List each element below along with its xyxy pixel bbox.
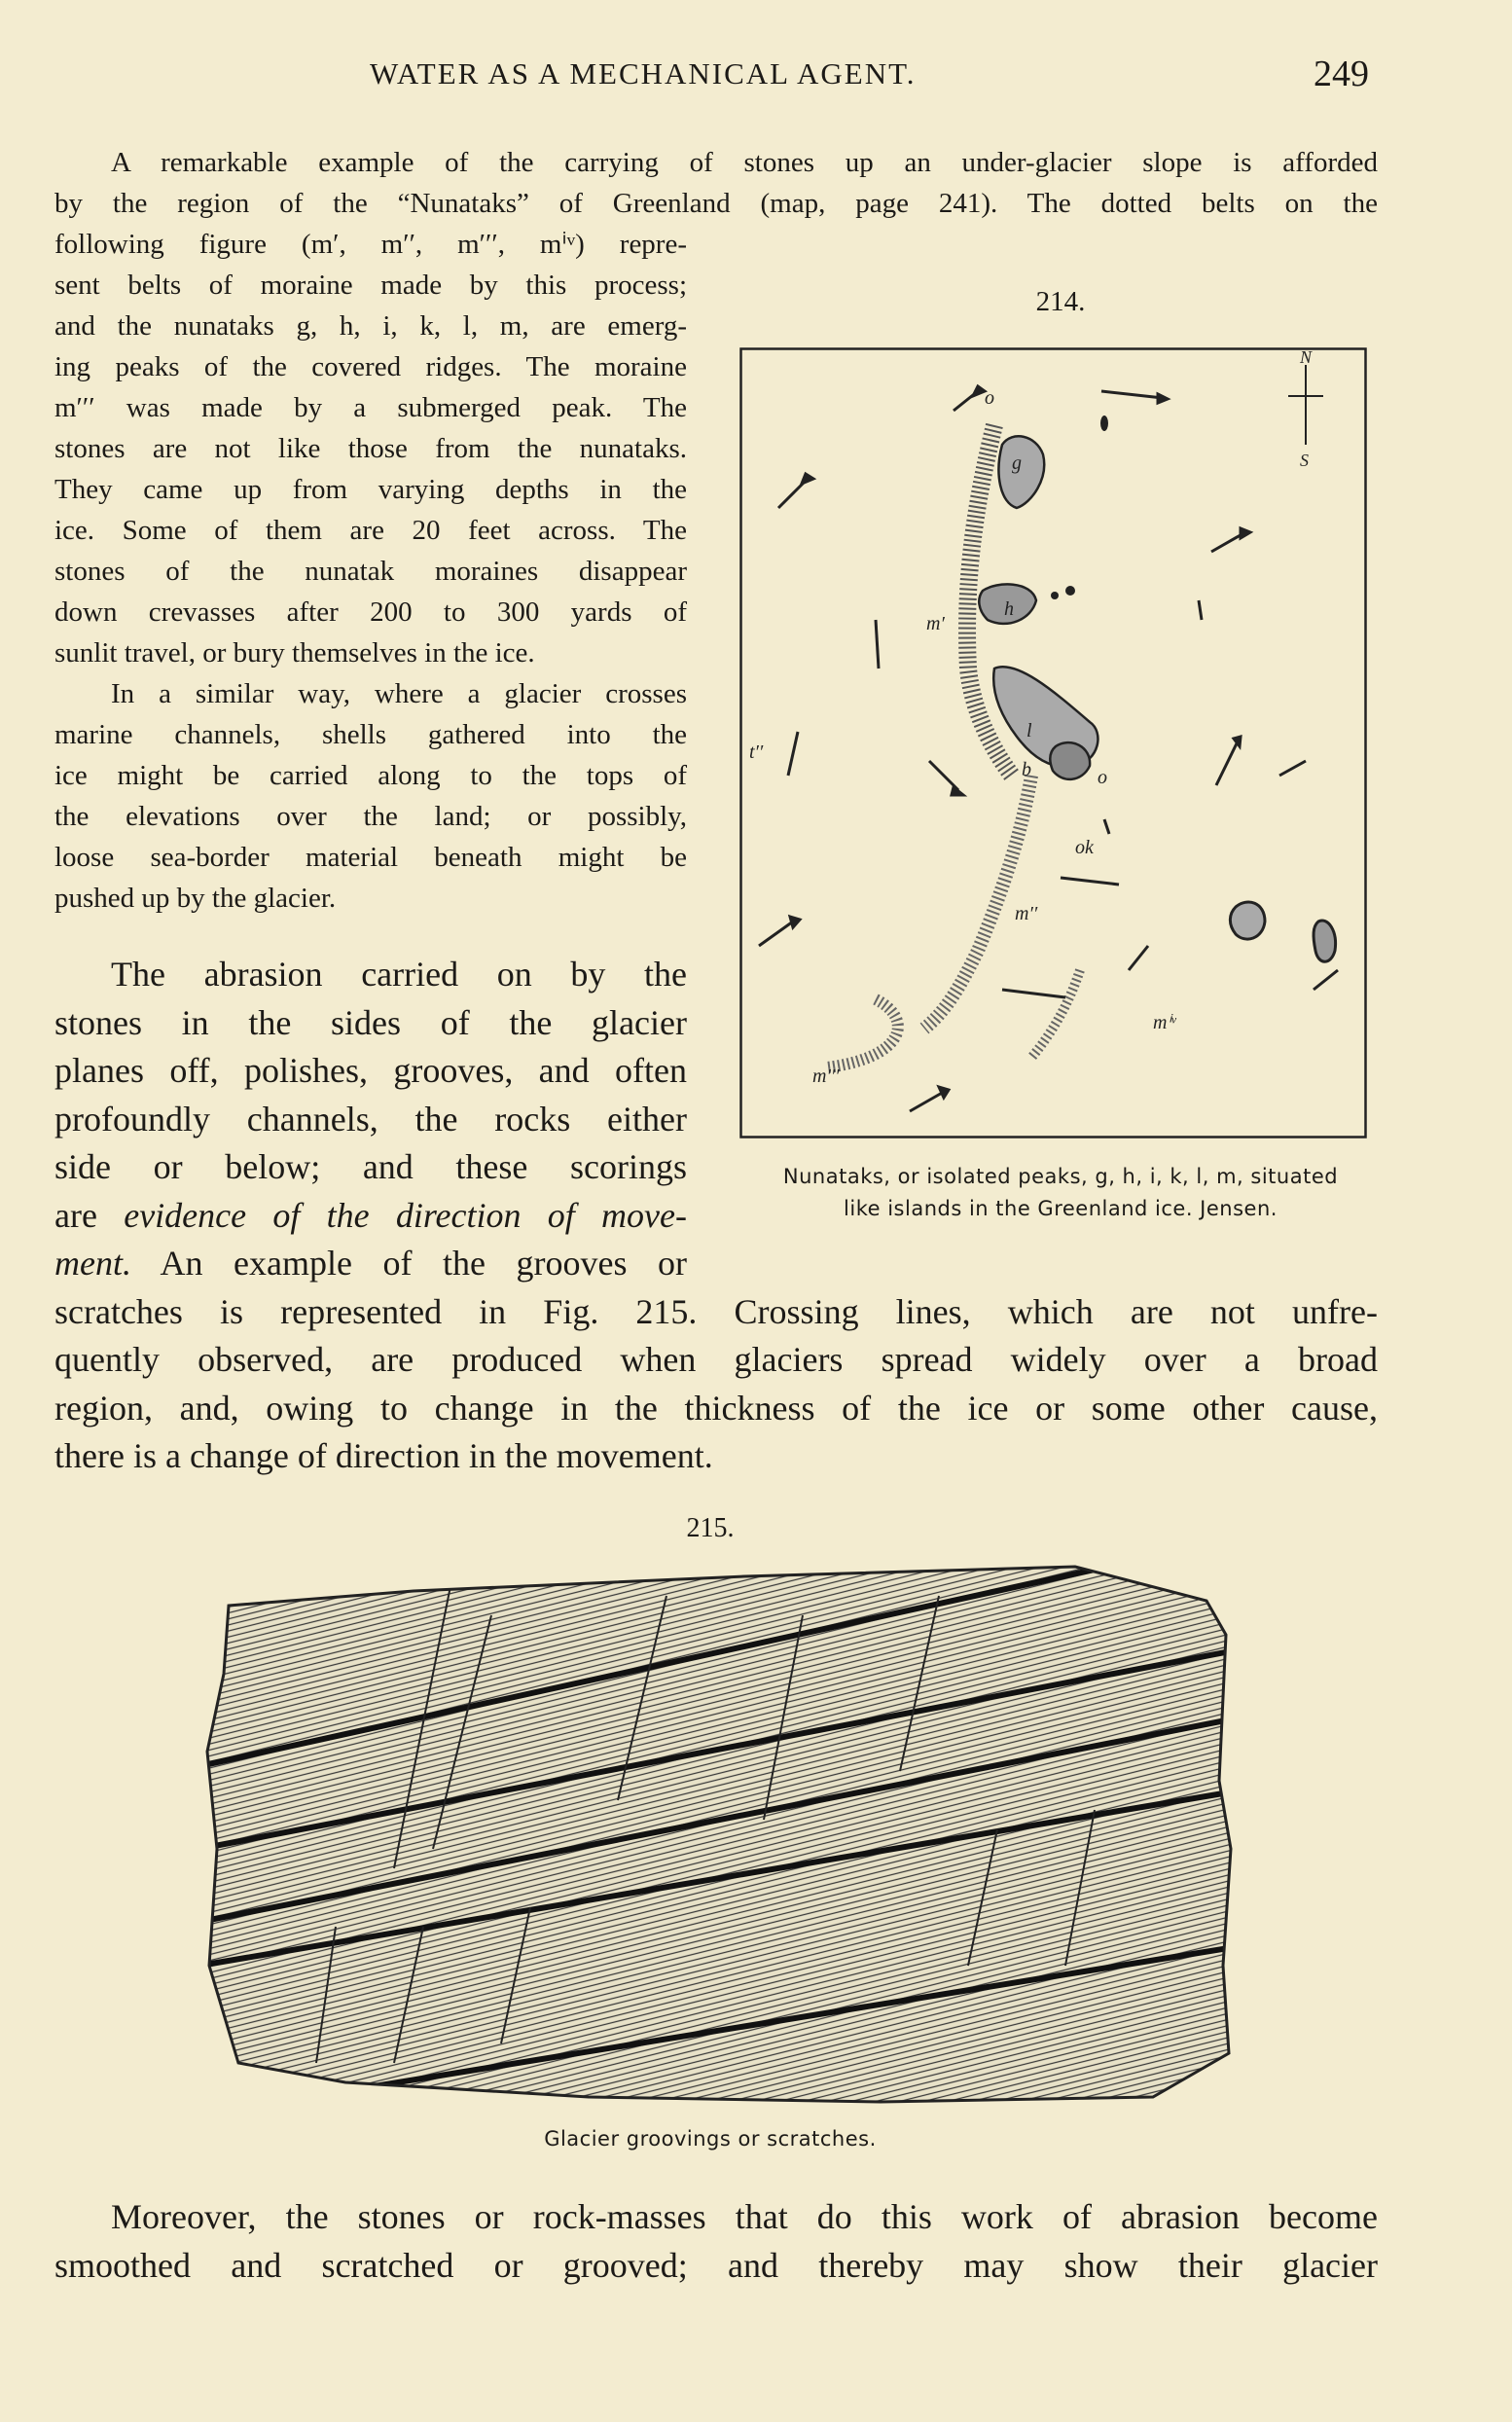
text-line: by the region of the “Nunataks” of Greenland (map, page 241). The dotted belts on the	[54, 188, 1378, 219]
text-line: smoothed and scratched or grooved; and thereby may show their glacier	[54, 2245, 1378, 2285]
nunatak-small	[1100, 416, 1108, 431]
text-line: The abrasion carried on by the	[111, 955, 687, 994]
figure-215-number: 215.	[686, 1513, 735, 1543]
compass-south-label: S	[1300, 451, 1309, 470]
label-b: b	[1022, 759, 1031, 780]
text-line: there is a change of direction in the movement.	[54, 1436, 713, 1475]
label-m-iv: mⁱᵛ	[1153, 1012, 1176, 1033]
text-span: An example of the grooves or	[130, 1244, 687, 1283]
paragraph-3-column	[54, 951, 687, 1288]
text-line: and the nunataks g, h, i, k, l, m, are emerg-	[54, 310, 687, 342]
text-line: A remarkable example of the carrying of stones up an under-glacier slope is afforded	[111, 147, 1378, 178]
text-line: following figure (m′, m′′, m′′′, mⁱᵛ) repre-	[54, 229, 687, 260]
text-line: down crevasses after 200 to 300 yards of	[54, 596, 687, 628]
text-line: m′′′ was made by a submerged peak. The	[54, 392, 687, 423]
text-line: the elevations over the land; or possibly,	[54, 801, 687, 832]
nunatak-l	[1230, 902, 1265, 939]
text-line: ice. Some of them are 20 feet across. The	[54, 515, 687, 546]
text-line: region, and, owing to change in the thickness of the ice or some other cause,	[54, 1388, 1378, 1428]
text-line: scratches is represented in Fig. 215. Crossing lines, which are not unfre-	[54, 1291, 1378, 1331]
running-header	[0, 56, 1512, 105]
label-l: l	[1026, 720, 1032, 741]
nunatak-small	[1065, 586, 1075, 596]
figure-215-caption: Glacier groovings or scratches.	[544, 2127, 877, 2151]
moraine-belt-m4	[1031, 970, 1080, 1058]
text-line: stones of the nunatak moraines disappear	[54, 556, 687, 587]
label-h: h	[1004, 598, 1014, 620]
caption-line: Nunataks, or isolated peaks, g, h, i, k, l, m, situated	[782, 1165, 1339, 1188]
figure-214-number: 214.	[1035, 286, 1086, 317]
paragraph-4	[54, 2193, 1378, 2290]
paragraph-3-full	[54, 1288, 1378, 1481]
text-line: ing peaks of the covered ridges. The moraine	[54, 351, 687, 382]
paragraph-1-column	[54, 224, 687, 673]
text-line: They came up from varying depths in the	[54, 474, 687, 505]
label-m-triple: m′′′	[812, 1066, 840, 1087]
text-line: In a similar way, where a glacier crosses	[111, 678, 687, 709]
paragraph-2	[54, 673, 687, 919]
text-line	[54, 1240, 687, 1288]
text-line: pushed up by the glacier.	[54, 883, 337, 914]
text-line: sent belts of moraine made by this process;	[54, 270, 687, 301]
caption-line: like islands in the Greenland ice. Jensen.	[844, 1197, 1278, 1220]
label-m-double: m′′	[1015, 903, 1038, 924]
compass-north-label: N	[1300, 347, 1313, 367]
figure-215-glacier-grooves	[199, 1557, 1241, 2112]
label-ok: ok	[1075, 837, 1094, 858]
text-line: profoundly channels, the rocks either	[54, 1099, 687, 1139]
figure-214-nunatak-map	[739, 347, 1367, 1139]
label-o-top: o	[985, 387, 994, 409]
label-m-prime: m′	[926, 613, 945, 634]
text-line: stones in the sides of the glacier	[54, 1002, 687, 1042]
nunatak-small	[1051, 592, 1059, 599]
text-line: planes off, polishes, grooves, and often	[54, 1051, 687, 1090]
text-line: loose sea-border material beneath might be	[54, 842, 687, 873]
text-line: quently observed, are produced when glaciers spread widely over a broad	[54, 1340, 1378, 1379]
moraine-belt-m3	[827, 999, 898, 1067]
text-line: sunlit travel, or bury themselves in the ice.	[54, 637, 535, 669]
text-line: side or below; and these scorings	[54, 1147, 687, 1186]
text-line	[54, 1192, 687, 1241]
label-o-mid: o	[1098, 767, 1107, 788]
emphasis-text: ment.	[54, 1244, 131, 1283]
text-line: stones are not like those from the nunataks.	[54, 433, 687, 464]
text-span: are	[54, 1195, 125, 1235]
text-line: ice might be carried along to the tops of	[54, 760, 687, 791]
emphasis-text: evidence of the direction of move-	[124, 1195, 687, 1235]
running-title: WATER AS A MECHANICAL AGENT.	[370, 56, 917, 90]
label-g: g	[1012, 452, 1022, 474]
paragraph-1-full	[54, 142, 1378, 224]
nunatak-b	[1050, 742, 1090, 779]
figure-214-caption	[720, 1161, 1401, 1225]
text-line: marine channels, shells gathered into the	[54, 719, 687, 750]
page-number: 249	[1314, 54, 1369, 94]
nunatak-m	[1314, 921, 1336, 961]
compass-icon	[1288, 347, 1323, 470]
label-t: t′′	[749, 741, 764, 763]
text-line: Moreover, the stones or rock-masses that do this work of abrasion become	[111, 2197, 1378, 2236]
